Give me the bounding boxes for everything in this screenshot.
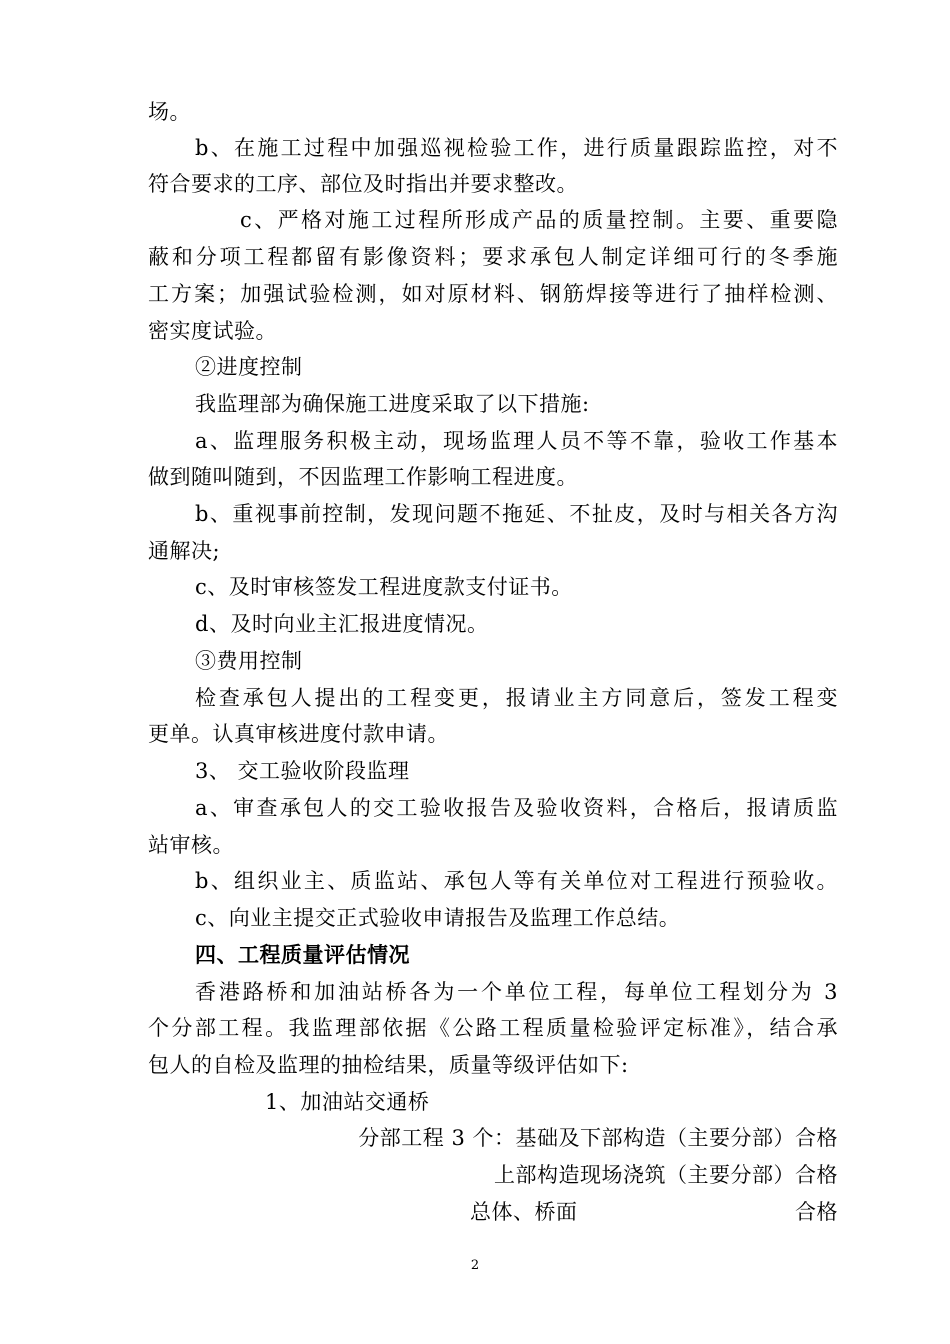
subsection-heading: 1、加油站交通桥 (265, 1090, 430, 1114)
text-line: 密实度试验。 (148, 319, 277, 343)
chapter-heading: 四、工程质量评估情况 (195, 943, 410, 967)
evaluation-line: 分部工程 3 个：基础及下部构造（主要分部）合格 (358, 1126, 838, 1150)
text-line: 场。 (148, 100, 191, 124)
text-line: c、严格对施工过程所形成产品的质量控制。主要、重要隐 (240, 208, 838, 232)
text-line: 做到随叫随到，不因监理工作影响工程进度。 (148, 465, 578, 489)
text-line: b、组织业主、质监站、承包人等有关单位对工程进行预验收。 (195, 869, 838, 893)
page-number: 2 (470, 1258, 480, 1273)
evaluation-item: 总体、桥面 (470, 1200, 578, 1224)
text-line: 我监理部为确保施工进度采取了以下措施: (195, 392, 590, 416)
text-line: 站审核。 (148, 833, 234, 857)
text-line: 更单。认真审核进度付款申请。 (148, 722, 449, 746)
text-line: 包人的自检及监理的抽检结果，质量等级评估如下: (148, 1053, 629, 1077)
text-line: 个分部工程。我监理部依据《公路工程质量检验评定标准》，结合承 (148, 1016, 838, 1040)
text-line: 工方案；加强试验检测，如对原材料、钢筋焊接等进行了抽样检测、 (148, 282, 838, 306)
section-heading: 3、 交工验收阶段监理 (195, 759, 410, 783)
text-line: a、审查承包人的交工验收报告及验收资料，合格后，报请质监 (195, 796, 838, 820)
section-heading: ③费用控制 (195, 649, 303, 673)
evaluation-line: 上部构造现场浇筑（主要分部）合格 (494, 1163, 838, 1187)
text-line: 通解决; (148, 539, 221, 563)
text-line: c、向业主提交正式验收申请报告及监理工作总结。 (195, 906, 681, 930)
text-line: 符合要求的工序、部位及时指出并要求整改。 (148, 172, 578, 196)
evaluation-result: 合格 (795, 1200, 838, 1224)
text-line: 香港路桥和加油站桥各为一个单位工程，每单位工程划分为 3 (195, 980, 838, 1004)
text-line: b、重视事前控制，发现问题不拖延、不扯皮，及时与相关各方沟 (195, 502, 838, 526)
text-line: b、在施工过程中加强巡视检验工作，进行质量跟踪监控，对不 (195, 136, 838, 160)
text-line: 检查承包人提出的工程变更，报请业主方同意后，签发工程变 (195, 686, 838, 710)
text-line: 蔽和分项工程都留有影像资料；要求承包人制定详细可行的冬季施 (148, 245, 838, 269)
text-line: a、监理服务积极主动，现场监理人员不等不靠，验收工作基本 (195, 429, 838, 453)
text-line: c、及时审核签发工程进度款支付证书。 (195, 575, 573, 599)
section-heading: ②进度控制 (195, 355, 303, 379)
text-line: d、及时向业主汇报进度情况。 (195, 612, 489, 636)
